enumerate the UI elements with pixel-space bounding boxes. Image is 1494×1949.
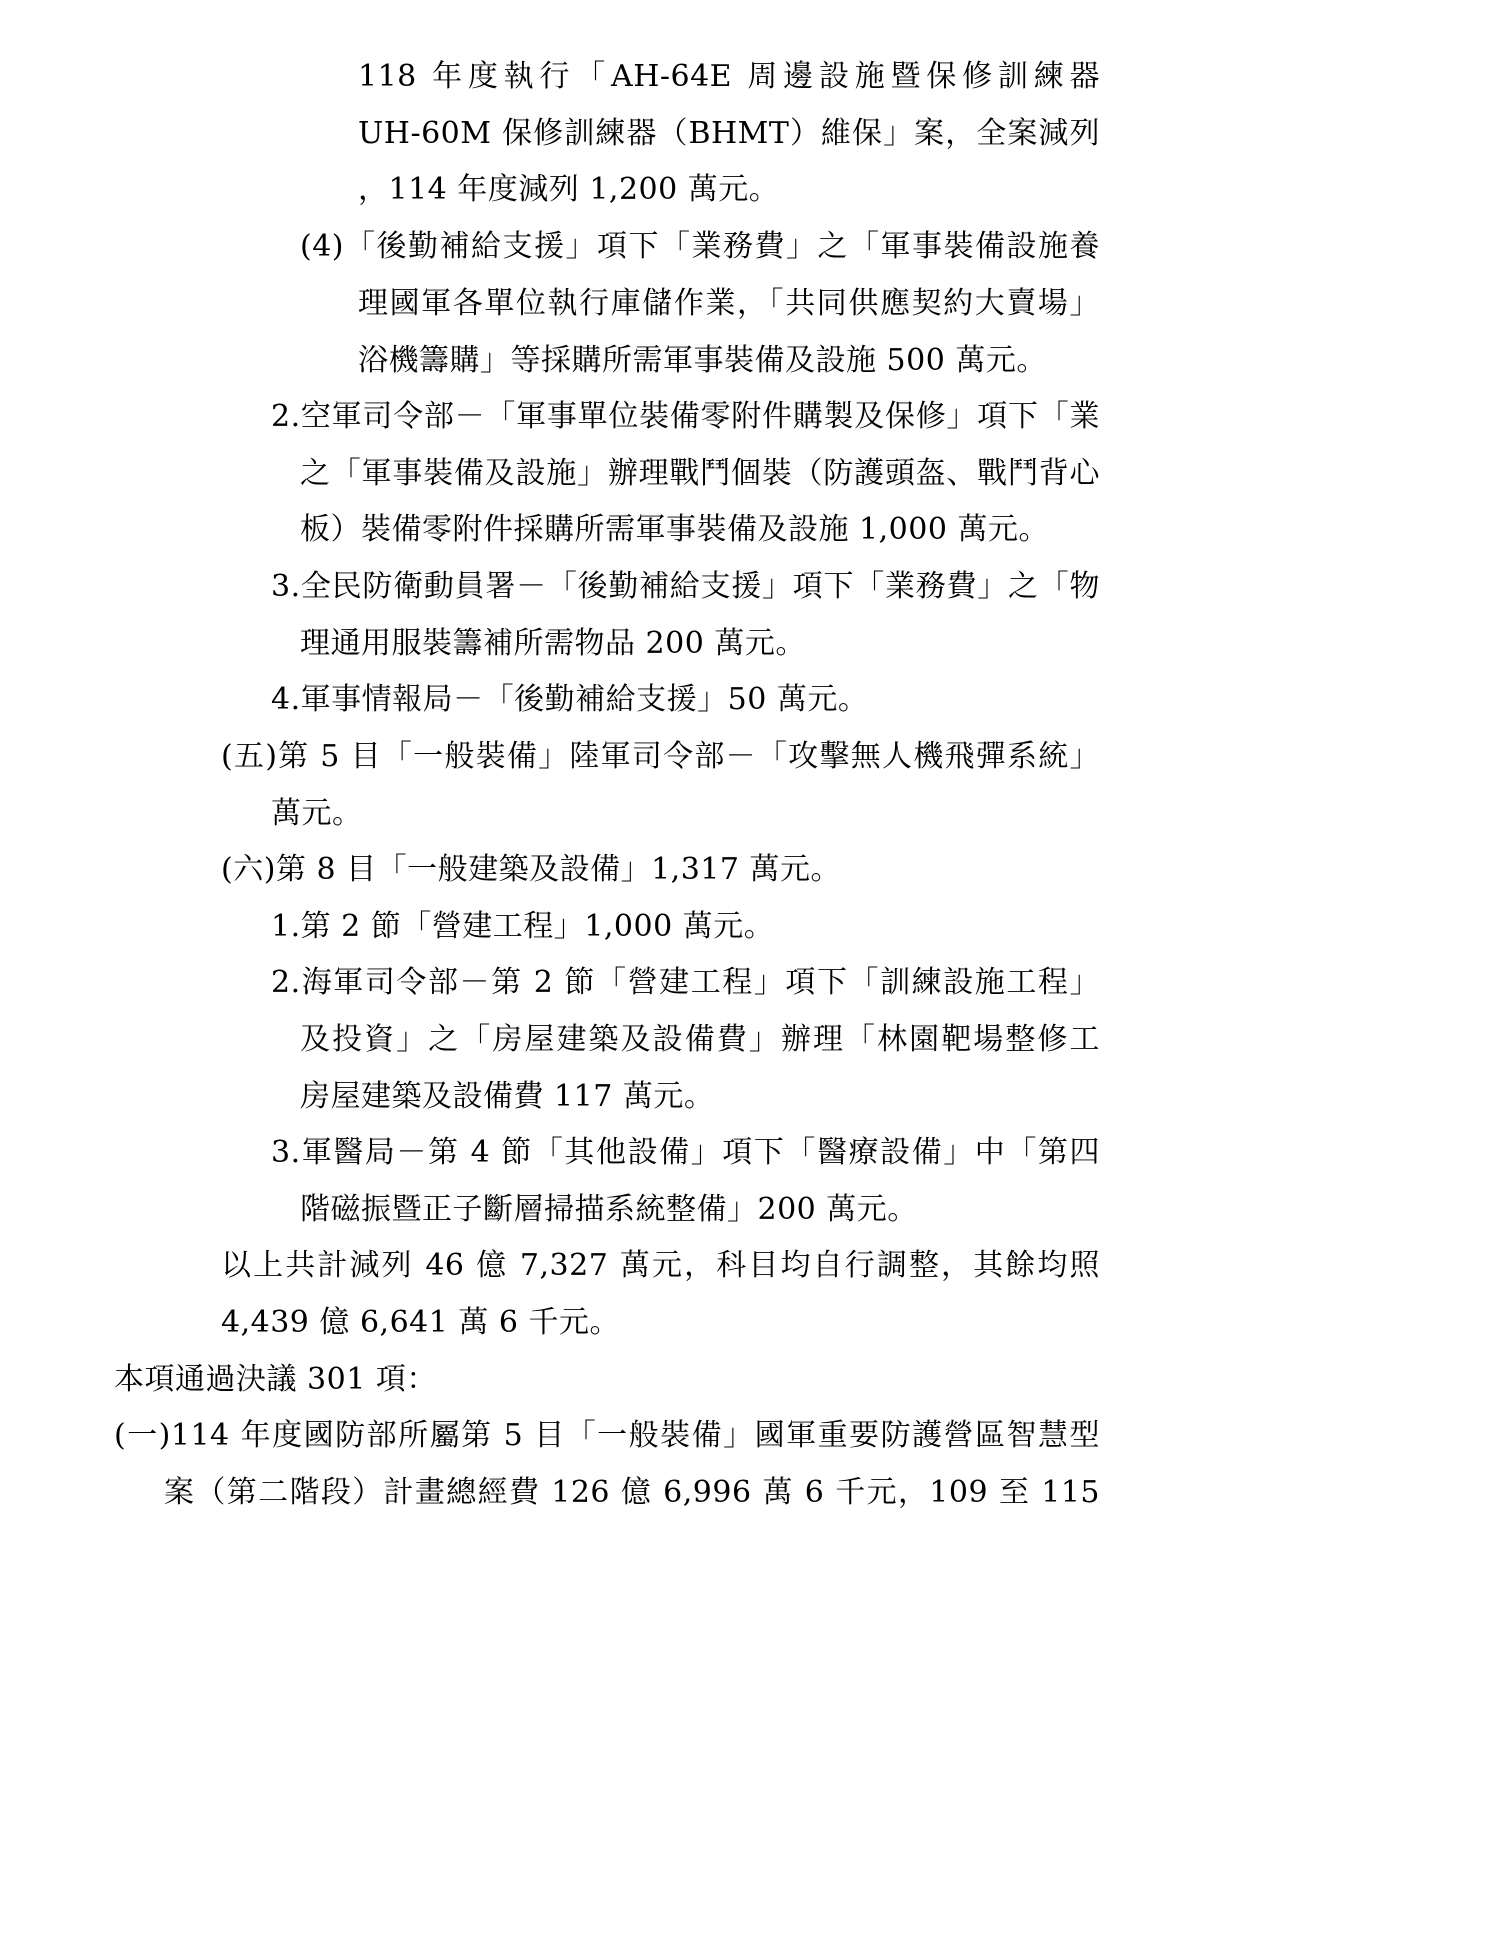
text-line-23: 4,439 億 6,641 萬 6 千元。 [221,1305,621,1340]
text-line-8: 之「軍事裝備及設施」辦理戰鬥個裝（防護頭盔、戰鬥背心 [300,456,1100,491]
text-line-12: 4.軍事情報局－「後勤補給支援」50 萬元。 [271,682,869,717]
text-line-21: 階磁振暨正子斷層掃描系統整備」200 萬元。 [300,1192,918,1227]
text-line-2: UH-60M 保修訓練器（BHMT）維保」案，全案減列 [358,116,1100,151]
text-line-9: 板）裝備零附件採購所需軍事裝備及設施 1,000 萬元。 [300,512,1049,547]
text-line-24: 本項通過決議 301 項： [114,1362,437,1397]
text-line-4: (4)「後勤補給支援」項下「業務費」之「軍事裝備設施養 [300,229,1100,264]
text-line-22: 以上共計減列 46 億 7,327 萬元，科目均自行調整，其餘均照 [221,1248,1100,1283]
text-line-18: 及投資」之「房屋建築及設備費」辦理「林園靶場整修工 [300,1022,1100,1057]
text-line-14: 萬元。 [271,796,363,831]
text-line-15: (六)第 8 目「一般建築及設備」1,317 萬元。 [221,852,841,887]
text-line-16: 1.第 2 節「營建工程」1,000 萬元。 [271,909,775,944]
text-line-7: 2.空軍司令部－「軍事單位裝備零附件購製及保修」項下「業 [271,399,1100,434]
text-line-11: 理通用服裝籌補所需物品 200 萬元。 [300,626,806,661]
text-line-3: ，114 年度減列 1,200 萬元。 [358,172,780,207]
text-line-26: 案（第二階段）計畫總經費 126 億 6,996 萬 6 千元，109 至 115 [164,1475,1100,1510]
text-line-13: (五)第 5 目「一般裝備」陸軍司令部－「攻擊無人機飛彈系統」 [221,739,1100,774]
text-line-20: 3.軍醫局－第 4 節「其他設備」項下「醫療設備」中「第四 [271,1135,1100,1170]
text-line-1: 118 年度執行「AH-64E 周邊設施暨保修訓練器 [358,59,1100,94]
text-line-10: 3.全民防衛動員署－「後勤補給支援」項下「業務費」之「物 [271,569,1100,604]
text-line-19: 房屋建築及設備費 117 萬元。 [300,1079,715,1114]
text-line-6: 浴機籌購」等採購所需軍事裝備及設施 500 萬元。 [358,343,1047,378]
text-line-25: (一)114 年度國防部所屬第 5 目「一般裝備」國軍重要防護營區智慧型 [114,1418,1100,1453]
text-line-17: 2.海軍司令部－第 2 節「營建工程」項下「訓練設施工程」 [271,965,1100,1000]
text-line-5: 理國軍各單位執行庫儲作業，「共同供應契約大賣場」 [358,286,1100,321]
